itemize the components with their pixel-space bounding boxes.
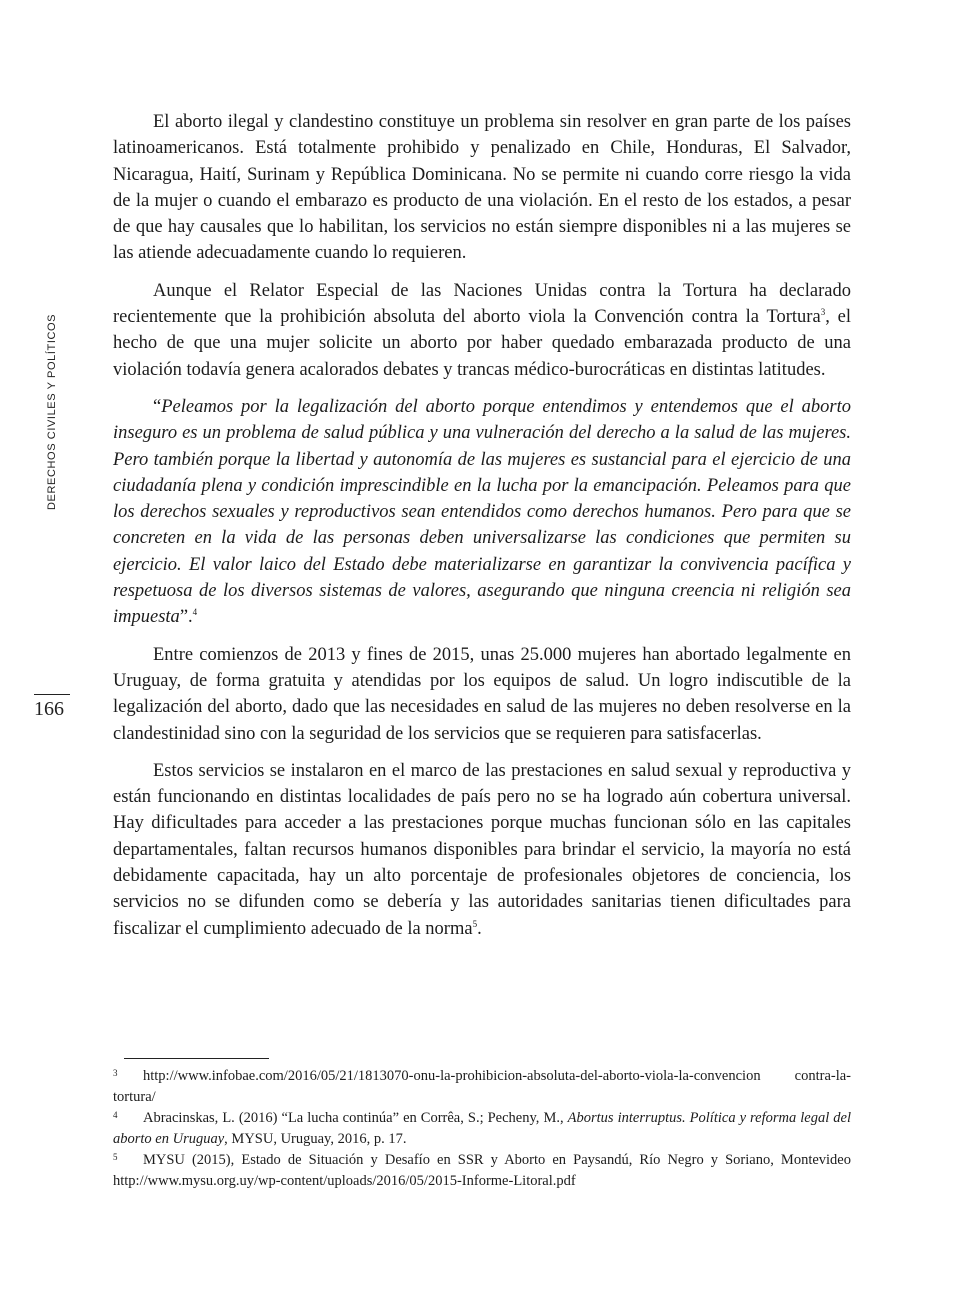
paragraph-text: El aborto ilegal y clandestino constituye un problema sin resolver en gran parte de los países latinoamericanos. Está totalmente prohibido y penalizado en Chile, Honduras, El Salvador, Nicaragua, Haití, Surinam y República Dominicana. No se permite ni cuando corre riesgo la vida de la mujer o cuando el embarazo es producto de una violación. En el resto de los estados, a pesar de que hay causales que lo habilitan, los servicios no están siempre disponibles ni a las mujeres se las atiende adecuadamente cuando lo requieren. <box>113 112 851 264</box>
quote-open-mark: “ <box>153 396 162 417</box>
footnote-book-title: Abortus interruptus. Política y reforma legal del aborto en Uruguay <box>113 1110 851 1147</box>
footnote-text: MYSU (2015), Estado de Situación y Desafío en SSR y Aborto en Paysandú, Río Negro y Soriano, Montevideo http://www.mysu.org.uy/wp-content/uploads/2016/05/2015-Informe-Litoral.pdf <box>113 1152 851 1189</box>
paragraph-text-continued: , el hecho de que una mujer solicite un aborto por haber quedado embarazada producto de una violación todavía genera acalorados debates y trancas médico-burocráticas en distintas latitudes. <box>113 307 851 380</box>
body-text <box>113 109 851 953</box>
footnote-4: 4 Abracinskas, L. (2016) “La lucha continúa” en Corrêa, S.; Pecheny, M., Abortus interruptus. Política y reforma legal del aborto en Uruguay, MYSU, Uruguay, 2016, p. 17. <box>113 1110 851 1147</box>
footnote-3: 3 http://www.infobae.com/2016/05/21/1813070-onu-la-prohibicion-absoluta-del-aborto-viola-la-convencion contra-la-tortura/ <box>113 1068 851 1105</box>
paragraph-5 <box>113 758 851 942</box>
paragraph-text: Estos servicios se instalaron en el marco de las prestaciones en salud sexual y reproductiva y están funcionando en distintas localidades de país pero no se ha logrado aún cobertura universal. Hay dificultades para acceder a las prestaciones porque muchas funcionan sólo en las capitales departamentales, faltan recursos humanos disponibles para brindar el servicio, la mayoría no está debidamente capacitada, hay un alto porcentaje de profesionales objetores de conciencia, los servicios no se difunden como se debería y las autoridades sanitarias tienen dificultades para fiscalizar el cumplimiento adecuado de la norma <box>113 760 851 939</box>
paragraph-1 <box>113 109 851 267</box>
quote-text: Peleamos por la legalización del aborto porque entendimos y entendemos que el aborto inseguro es un problema de salud pública y una vulneración del derecho a la salud de las mujeres. Pero también porque la libertad y autonomía de las mujeres es sustancial para el ejercicio de una ciudadanía plena y condición imprescindible en la lucha por la emancipación. Peleamos para que los derechos sexuales y reproductivos sean entendidos como derechos humanos. Pero para que se concreten en la vida de las personas deben universalizarse las condiciones que permiten su ejercicio. El valor laico del Estado debe materializarse en garantizar la convivencia pacífica y respetuosa de los diversos sistemas de valores, asegurando que ninguna creencia ni religión sea impuesta <box>113 396 851 628</box>
footnote-ref[interactable]: 3 <box>820 307 826 318</box>
page-number-rule <box>34 694 70 695</box>
page-number: 166 <box>34 698 64 720</box>
paragraph-text: Entre comienzos de 2013 y fines de 2015, unas 25.000 mujeres han abortado legalmente en Uruguay, de forma gratuita y atendidas por los equipos de salud. Un logro indiscutible de la legalización del aborto, dado que las necesidades en salud de las mujeres no deben resolverse en la clandestinidad sino con la seguridad de los servicios que se requieren para satisfacerlas. <box>113 644 851 744</box>
paragraph-2 <box>113 278 851 383</box>
quote-close-mark: ”. <box>179 607 193 628</box>
footnote-5: 5 MYSU (2015), Estado de Situación y Desafío en SSR y Aborto en Paysandú, Río Negro y Soriano, Montevideo http://www.mysu.org.uy/wp-content/uploads/2016/05/2015-Informe-Litoral.pdf <box>113 1152 851 1189</box>
footnote-link[interactable]: http://www.infobae.com/2016/05/21/1813070-onu-la-prohibicion-absoluta-del-aborto-viola-la-convencion contra-la-tortura/ <box>113 1068 851 1105</box>
footnote-text: Abracinskas, L. (2016) “La lucha continúa” en Corrêa, S.; Pecheny, M., <box>143 1110 568 1126</box>
paragraph-text: Aunque el Relator Especial de las Naciones Unidas contra la Tortura ha declarado recientemente que la prohibición absoluta del aborto viola la Convención contra la Tortura <box>113 280 851 328</box>
running-section-title: DERECHOS CIVILES Y POLÍTICOS <box>46 313 58 510</box>
footnotes <box>113 1066 851 1192</box>
paragraph-text-continued: . <box>477 918 482 939</box>
footnote-ref[interactable]: 4 <box>192 607 198 618</box>
footnote-separator <box>124 1058 269 1059</box>
footnote-ref[interactable]: 5 <box>472 918 478 929</box>
block-quote <box>113 394 851 631</box>
paragraph-4 <box>113 642 851 747</box>
footnote-text: , MYSU, Uruguay, 2016, p. 17. <box>224 1131 407 1147</box>
